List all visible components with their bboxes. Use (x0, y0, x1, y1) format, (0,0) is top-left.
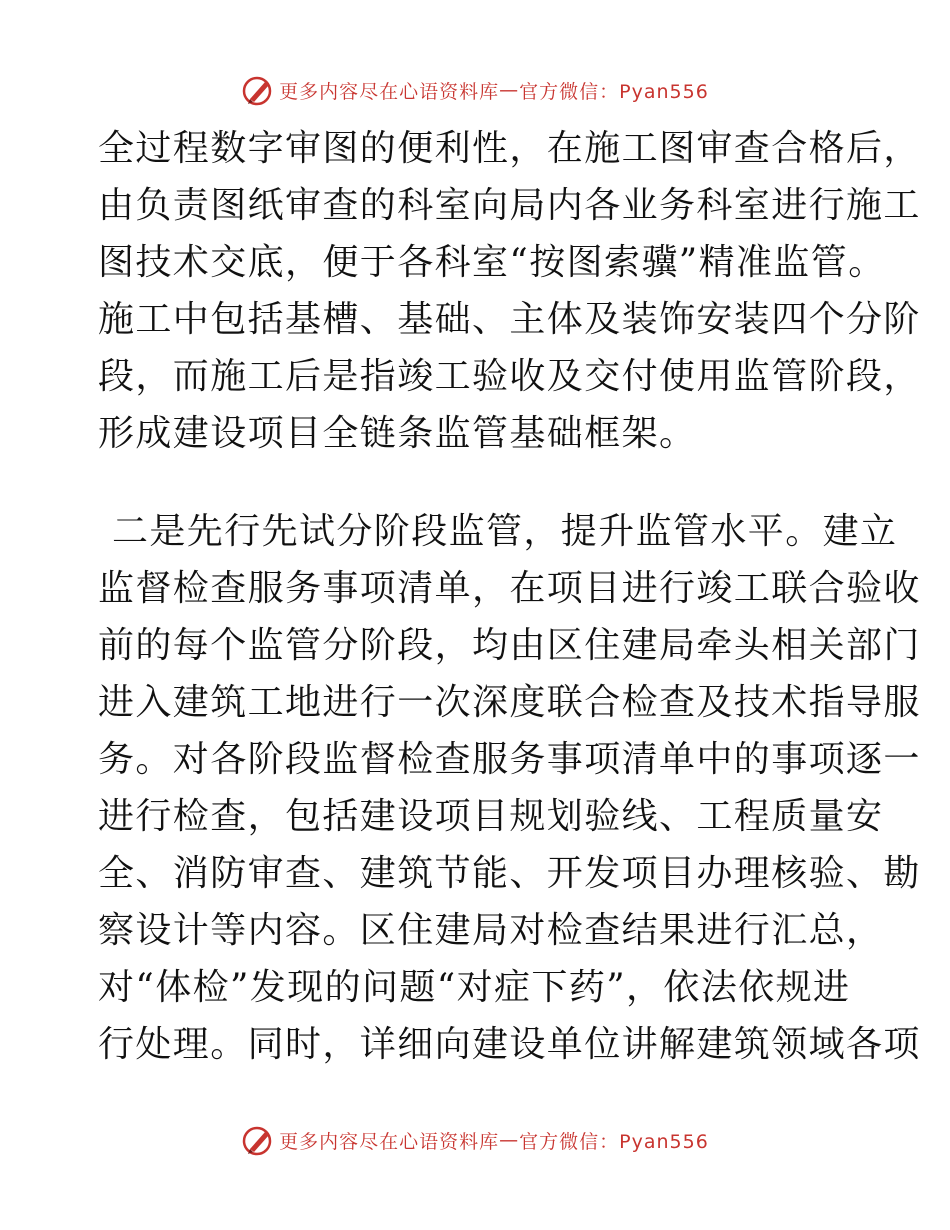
text-line: 全、消防审查、建筑节能、开发项目办理核验、勘 (98, 853, 921, 894)
banner-text: 更多内容尽在心语资料库 (279, 1130, 500, 1153)
footer-banner (0, 1123, 950, 1157)
pen-logo-icon (241, 1123, 275, 1157)
banner-separator: — (499, 79, 520, 101)
paragraph-2 (98, 503, 921, 1073)
banner-separator: — (499, 1129, 520, 1151)
text-line: 察设计等内容。区住建局对检查结果进行汇总， (98, 910, 884, 951)
text-line: 施工中包括基槽、基础、主体及装饰安装四个分阶 (98, 299, 921, 340)
text-line: 图技术交底，便于各科室“按图索骥”精准监管。 (98, 242, 886, 283)
text-line: 全过程数字审图的便利性，在施工图审查合格后， (98, 128, 921, 169)
text-line: 由负责图纸审查的科室向局内各业务科室进行施工 (98, 185, 921, 226)
banner-wechat: 官方微信：Pyan556 (519, 1130, 709, 1153)
text-line: 对“体检”发现的问题“对症下药”，依法依规进 (98, 967, 851, 1008)
document-body (98, 120, 921, 1073)
header-banner (0, 73, 950, 107)
text-line: 段，而施工后是指竣工验收及交付使用监管阶段， (98, 356, 921, 397)
text-line: 前的每个监管分阶段，均由区住建局牵头相关部门 (98, 625, 921, 666)
paragraph-1 (98, 120, 921, 462)
text-line: 进入建筑工地进行一次深度联合检查及技术指导服 (98, 682, 921, 723)
banner-text: 更多内容尽在心语资料库 (279, 80, 500, 103)
pen-logo-icon (241, 73, 275, 107)
text-line: 务。对各阶段监督检查服务事项清单中的事项逐一 (98, 739, 921, 780)
banner-wechat: 官方微信：Pyan556 (519, 80, 709, 103)
text-line: 形成建设项目全链条监管基础框架。 (98, 413, 697, 454)
text-line: 二是先行先试分阶段监管，提升监管水平。建立 (112, 511, 898, 552)
text-line: 进行检查，包括建设项目规划验线、工程质量安 (98, 796, 884, 837)
text-line: 行处理。同时，详细向建设单位讲解建筑领域各项 (98, 1024, 921, 1065)
text-line: 监督检查服务事项清单，在项目进行竣工联合验收 (98, 568, 921, 609)
